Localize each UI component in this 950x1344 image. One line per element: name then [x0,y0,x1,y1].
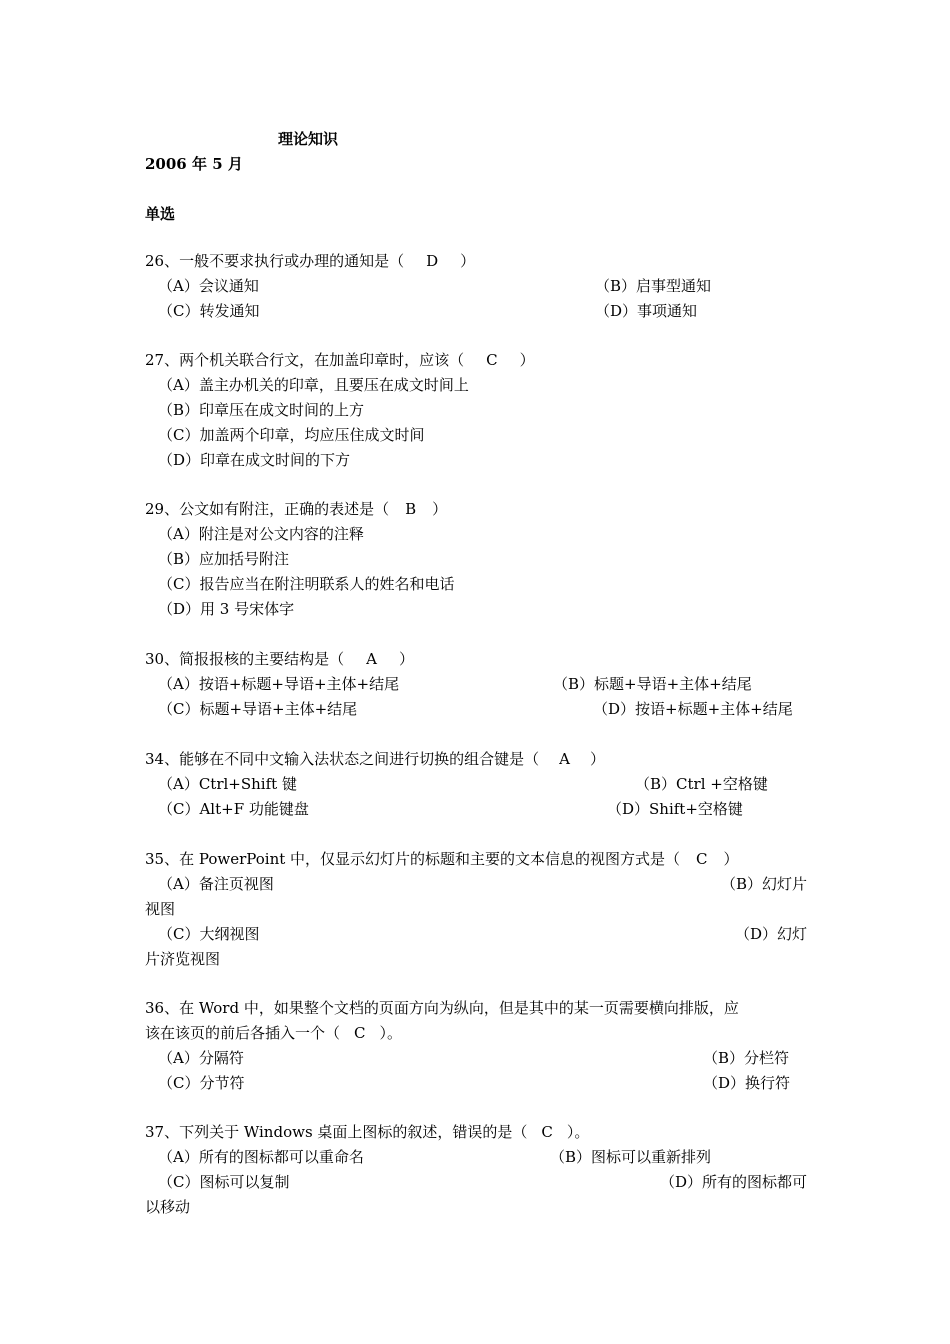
question-stem: 29、公文如有附注，正确的表述是（ B ） [145,497,807,522]
option-a: （A）附注是对公文内容的注释 [158,525,364,543]
option-a: （A）所有的图标都可以重命名 [158,1148,364,1166]
option-c: （C）Alt+F 功能键盘 [158,800,309,818]
question-stem: 30、简报报核的主要结构是（ A ） [145,647,807,672]
option-c: （C）分节符 [158,1074,245,1092]
question-27 [145,348,807,473]
option-b: （B）应加括号附注 [158,550,290,568]
option-b: （B）分栏符 [703,1049,790,1067]
option-d: （D）用 3 号宋体字 [158,600,295,618]
option-d: （D）事项通知 [595,302,698,320]
question-30 [145,647,807,722]
option-d: （D）印章在成文时间的下方 [158,451,351,469]
question-36 [145,996,807,1096]
option-row [145,772,807,797]
option-c: （C）大纲视图 [158,925,260,943]
answer-letter: A [559,750,570,768]
answer-letter: A [366,650,377,668]
option-row [145,1170,807,1195]
question-stem: 35、在 PowerPoint 中，仅显示幻灯片的标题和主要的文本信息的视图方式是（ C ） [145,847,807,872]
option-a: （A）备注页视图 [158,875,274,893]
option-b: （B）启事型通知 [595,277,712,295]
option-c: （C）报告应当在附注明联系人的姓名和电话 [158,575,455,593]
question-stem: 36、在 Word 中，如果整个文档的页面方向为纵向，但是其中的某一页需要横向排版，应 [145,999,739,1017]
question-34 [145,747,807,822]
question-29 [145,497,807,622]
option-b: （B）标题+导语+主体+结尾 [553,675,752,693]
option-row [145,797,807,822]
option-c: （C）标题+导语+主体+结尾 [158,700,358,718]
option-c: （C）加盖两个印章，均应压住成文时间 [158,426,425,444]
option-d-continued: 以移动 [145,1198,191,1216]
option-a: （A）Ctrl+Shift 键 [158,775,297,793]
question-stem: 26、一般不要求执行或办理的通知是（ D ） [145,249,807,274]
answer-letter: C [696,850,708,868]
answer-letter: C [354,1024,366,1042]
option-a: （A）分隔符 [158,1049,244,1067]
option-d: （D）换行符 [703,1074,791,1092]
option-row [145,1046,807,1071]
doc-title: 理论知识 [278,130,339,148]
section-heading: 单选 [145,205,176,223]
question-35 [145,847,807,972]
question-stem: 27、两个机关联合行文，在加盖印章时，应该（ C ） [145,348,807,373]
question-26 [145,249,807,324]
option-row [145,922,807,947]
question-37 [145,1120,807,1220]
option-a: （A）会议通知 [158,277,259,295]
option-d: （D）Shift+空格键 [607,800,743,818]
question-stem-line-2: 该在该页的前后各插入一个（ C ）。 [145,1021,807,1046]
question-stem: 34、能够在不同中文输入法状态之间进行切换的组合键是（ A ） [145,747,807,772]
answer-letter: D [426,252,439,270]
option-c: （C）转发通知 [158,302,260,320]
doc-date: 2006 年 5 月 [145,155,243,173]
option-a: （A）按语+标题+导语+主体+结尾 [158,675,400,693]
option-b-continued: 视图 [145,900,176,918]
option-a: （A）盖主办机关的印章，且要压在成文时间上 [158,376,469,394]
option-d: （D）幻灯 [734,925,807,943]
option-b: （B）Ctrl +空格键 [635,775,768,793]
question-stem: 37、下列关于 Windows 桌面上图标的叙述，错误的是（ C ）。 [145,1120,807,1145]
option-d: （D）按语+标题+主体+结尾 [593,700,793,718]
option-row [145,697,807,722]
option-b: （B）印章压在成文时间的上方 [158,401,365,419]
option-d-continued: 片济览视图 [145,950,221,968]
option-b: （B）图标可以重新排列 [550,1148,712,1166]
answer-letter: C [486,351,498,369]
option-b: （B）幻灯片 [720,875,807,893]
option-c: （C）图标可以复制 [158,1173,290,1191]
option-row [145,1145,807,1170]
option-row [145,872,807,897]
option-row [145,1071,807,1096]
answer-letter: B [405,500,417,518]
option-row [145,274,807,299]
option-row [145,299,807,324]
option-row [145,672,807,697]
answer-letter: C [541,1123,553,1141]
option-d: （D）所有的图标都可 [659,1173,807,1191]
